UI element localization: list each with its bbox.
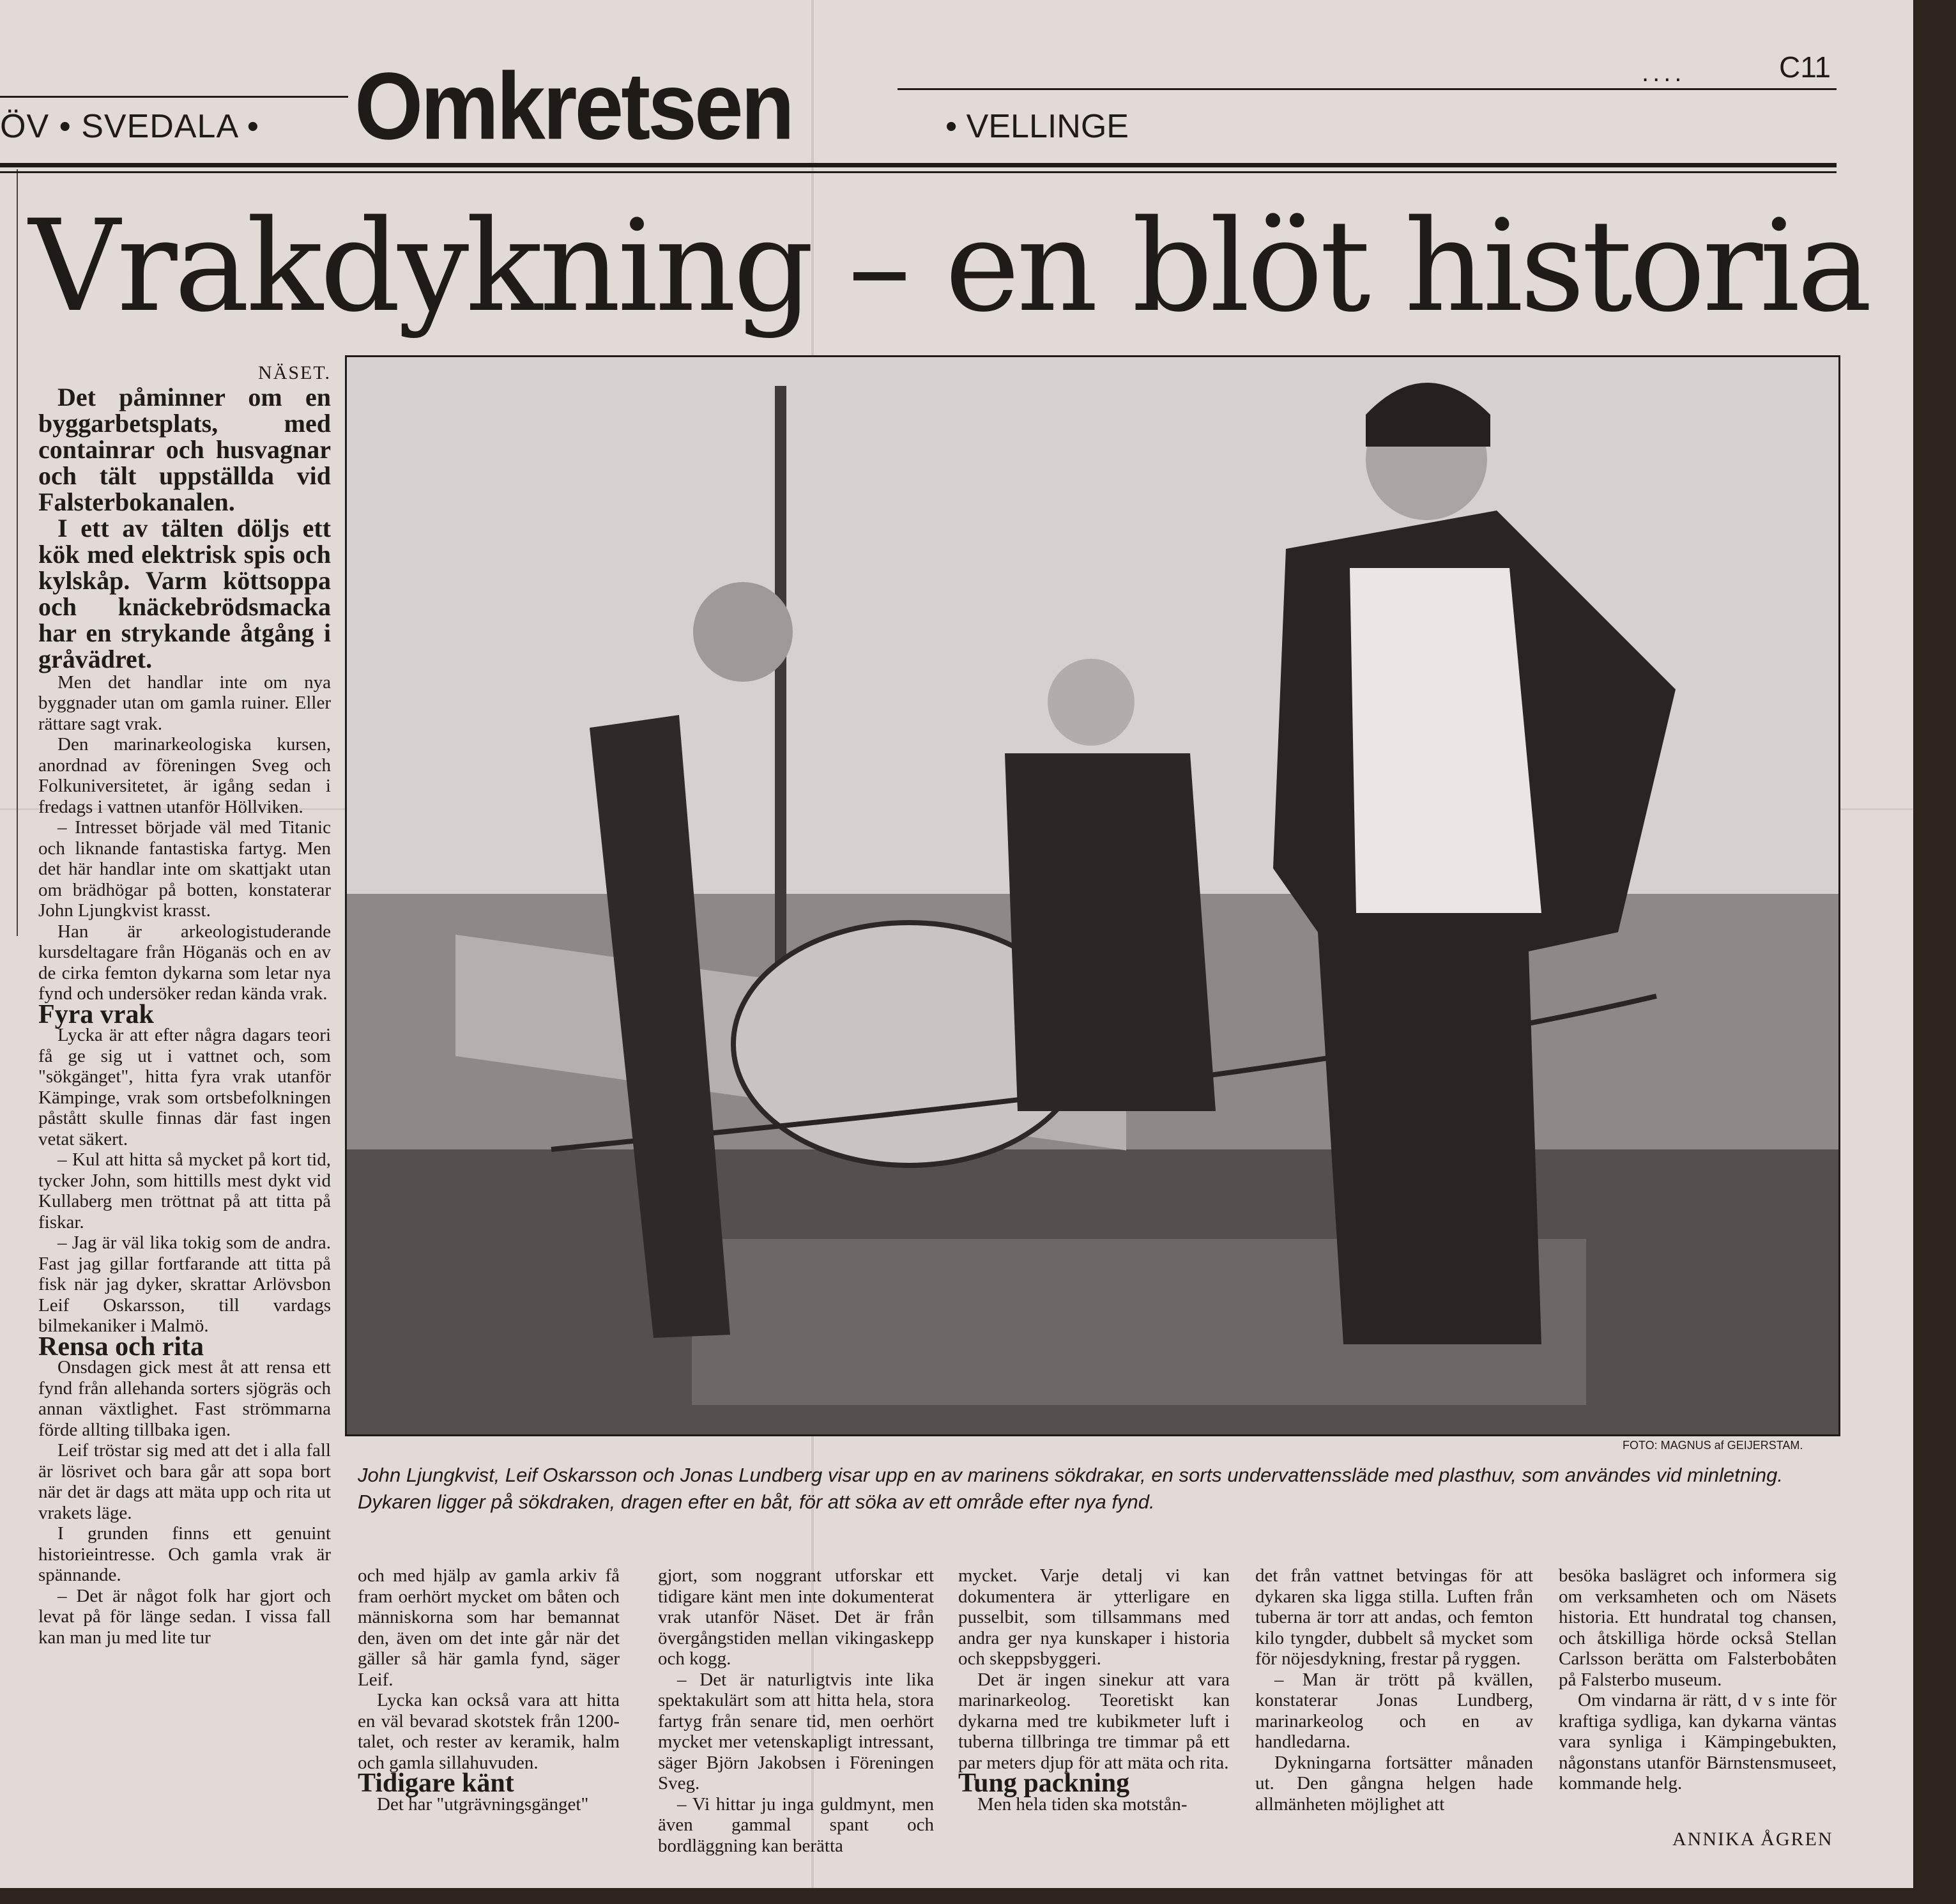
body-paragraph: I grunden finns ett genuint historieintresse. Och gamla vrak är spännande. <box>38 1523 331 1585</box>
body-paragraph: Dykningarna fortsätter månaden ut. Den gångna helgen hade allmänheten möjlighet att <box>1255 1752 1533 1815</box>
photo-caption: John Ljungkvist, Leif Oskarsson och Jonas Lundberg visar upp en av marinens sökdrakar, en sorts undervattenssläde med plasthuv, som användes vid minletning. Dykaren ligger på sökdraken, dragen efter en båt, för att söka av ett område efter nya fynd. <box>358 1464 1783 1513</box>
body-paragraph: mycket. Varje detalj vi kan dokumentera är ytterligare en pusselbit, som tillsammans med andra ger nya kunskaper i historia och skeppsbyggeri. <box>958 1565 1230 1669</box>
subhead-fyra-vrak: Fyra vrak <box>38 999 154 1029</box>
body-paragraph: Onsdagen gick mest åt att rensa ett fynd från allehanda sorters sjögräs och annan växtlighet. Fast strömmarna förde allting tillbaka igen. <box>38 1357 331 1440</box>
subhead-tung-packning: Tung packning <box>958 1769 1130 1798</box>
headline: Vrakdykning – en blöt historia <box>29 192 1869 340</box>
body-paragraph: – Jag är väl lika tokig som de andra. Fast jag gillar fortfarande att titta på fisk när jag dyker, skrattar Arlövsbon Leif Oskarsson, till vardags bilmekaniker i Malmö. <box>38 1232 331 1336</box>
body-paragraph: Om vindarna är rätt, d v s inte för kraftiga sydliga, kan dykarna väntas vara synliga i Kämpingebukten, någonstans utanför Bärnstensmuseet, kommande helg. <box>1559 1690 1837 1793</box>
header-rule-thin <box>0 171 1837 173</box>
column-3 <box>658 1565 934 1856</box>
subhead-tidigare-kant: Tidigare känt <box>358 1769 514 1798</box>
body-paragraph: och med hjälp av gamla arkiv få fram oerhört mycket om båten och människorna som har bemannat den, även om det inte går när det gäller så här gamla fynd, säger Leif. <box>358 1565 620 1690</box>
body-paragraph: – Kul att hitta så mycket på kort tid, tycker John, som hittills mest dykt vid Kullaberg men tröttnat på att titta på fiskar. <box>38 1149 331 1232</box>
body-paragraph: gjort, som noggrant utforskar ett tidigare känt men inte dokumenterat vrak utanför Näset. Det är från övergångstiden mellan vikingaskepp och kogg. <box>658 1565 934 1669</box>
column-5 <box>1255 1565 1533 1815</box>
body-paragraph: – Det är något folk har gjort och levat på för länge sedan. I vissa fall kan man ju med lite tur <box>38 1585 331 1648</box>
column-2 <box>358 1565 620 1815</box>
header-rule-thick <box>0 163 1837 167</box>
column-1 <box>38 363 331 1648</box>
body-paragraph: Leif tröstar sig med att det i alla fall är lösrivet och bara går att sopa bort när det är dags att mäta upp och rita ut vrakets läge. <box>38 1440 331 1523</box>
body-paragraph: – Vi hittar ju inga guldmynt, men även gammal spant och bordläggning kan berätta <box>658 1793 934 1856</box>
photo-credit: FOTO: MAGNUS af GEIJERSTAM. <box>1623 1439 1803 1452</box>
lead-paragraph-1: Det påminner om en byggarbetsplats, med containrar och husvagnar och tält uppställda vid Falsterbokanalen. <box>38 382 331 516</box>
column-4 <box>958 1565 1230 1815</box>
body-paragraph: Det är ingen sinekur att vara marinarkeolog. Teoretiskt kan dykarna med tre kubikmeter luft i tuberna tillbringa tre timmar på ett par meters djup för att mäta och rita. <box>958 1669 1230 1773</box>
body-paragraph: Men hela tiden ska motstån- <box>977 1793 1188 1815</box>
body-paragraph: besöka baslägret och informera sig om verksamheten och om Näsets historia. Ett hundratal tog chansen, och åtskilliga hörde också Stellan Carlsson berätta om Falsterbobåten på Falsterbo museum. <box>1559 1565 1837 1690</box>
places-left: ÖV • SVEDALA • <box>0 108 259 145</box>
body-paragraph: Lycka är att efter några dagars teori få ge sig ut i vattnet och, som "sökgänget", hitta fyra vrak utanför Kämpinge, vrak som ortsbefolkningen påstått skulle finnas där fast ingen vetat säkert. <box>38 1025 331 1149</box>
body-paragraph: – Det är naturligtvis inte lika spektakulärt som att hitta hela, stora fartyg från senare tid, men oerhört mycket mer vetenskapligt intressant, säger Björn Jakobsen i Föreningen Sveg. <box>658 1669 934 1793</box>
body-paragraph: – Man är trött på kvällen, konstaterar Jonas Lundberg, marinarkeolog och en av handledarna. <box>1255 1669 1533 1752</box>
body-paragraph: Lycka kan också vara att hitta en väl bevarad skotstek från 1200-talet, och rester av keramik, halm och gamla sillahuvuden. <box>358 1690 620 1773</box>
body-paragraph: Det har "utgrävningsgänget" <box>377 1793 589 1815</box>
page-dots: .... <box>1642 59 1686 87</box>
header-rule-left <box>0 96 348 98</box>
body-paragraph: Den marinarkeologiska kursen, anordnad av föreningen Sveg och Folkuniversitetet, är igång sedan i fredags i vattnen utanför Höllviken. <box>38 734 331 817</box>
subhead-rensa-och-rita: Rensa och rita <box>38 1332 204 1362</box>
column-6 <box>1559 1565 1837 1794</box>
section-title: Omkretsen <box>355 53 792 160</box>
header-rule-right <box>898 88 1837 90</box>
page-number: C11 <box>1779 50 1831 84</box>
article-photo <box>345 355 1840 1436</box>
body-paragraph: det från vattnet betvingas för att dykaren ska ligga stilla. Luften från tuberna är torr att andas, och femton kilo tyngder, dubbelt så mycket som för nöjesdykning, frestar på ryggen. <box>1255 1565 1533 1669</box>
body-paragraph: Han är arkeologistuderande kursdeltagare från Höganäs och en av de cirka femton dykarna som letar nya fynd och undersöker redan kända vrak. <box>38 921 331 1004</box>
adjacent-column-edge <box>0 169 18 936</box>
places-right: • VELLINGE <box>945 108 1129 145</box>
body-paragraph: Men det handlar inte om nya byggnader utan om gamla ruiner. Eller rättare sagt vrak. <box>38 672 331 734</box>
byline: ANNIKA ÅGREN <box>1672 1829 1833 1850</box>
lead-paragraph-2: I ett av tälten döljs ett kök med elektrisk spis och kylskåp. Varm köttsoppa och knäckebrödsmacka har en strykande åtgång i gråvädret. <box>38 513 331 673</box>
dateline: NÄSET. <box>258 362 331 383</box>
body-paragraph: – Intresset började väl med Titanic och liknande fantastiska fartyg. Men det här handlar inte om skattjakt utan om brädhögar på botten, konstaterar John Ljungkvist krasst. <box>38 817 331 921</box>
photo-illustration <box>347 357 1838 1434</box>
